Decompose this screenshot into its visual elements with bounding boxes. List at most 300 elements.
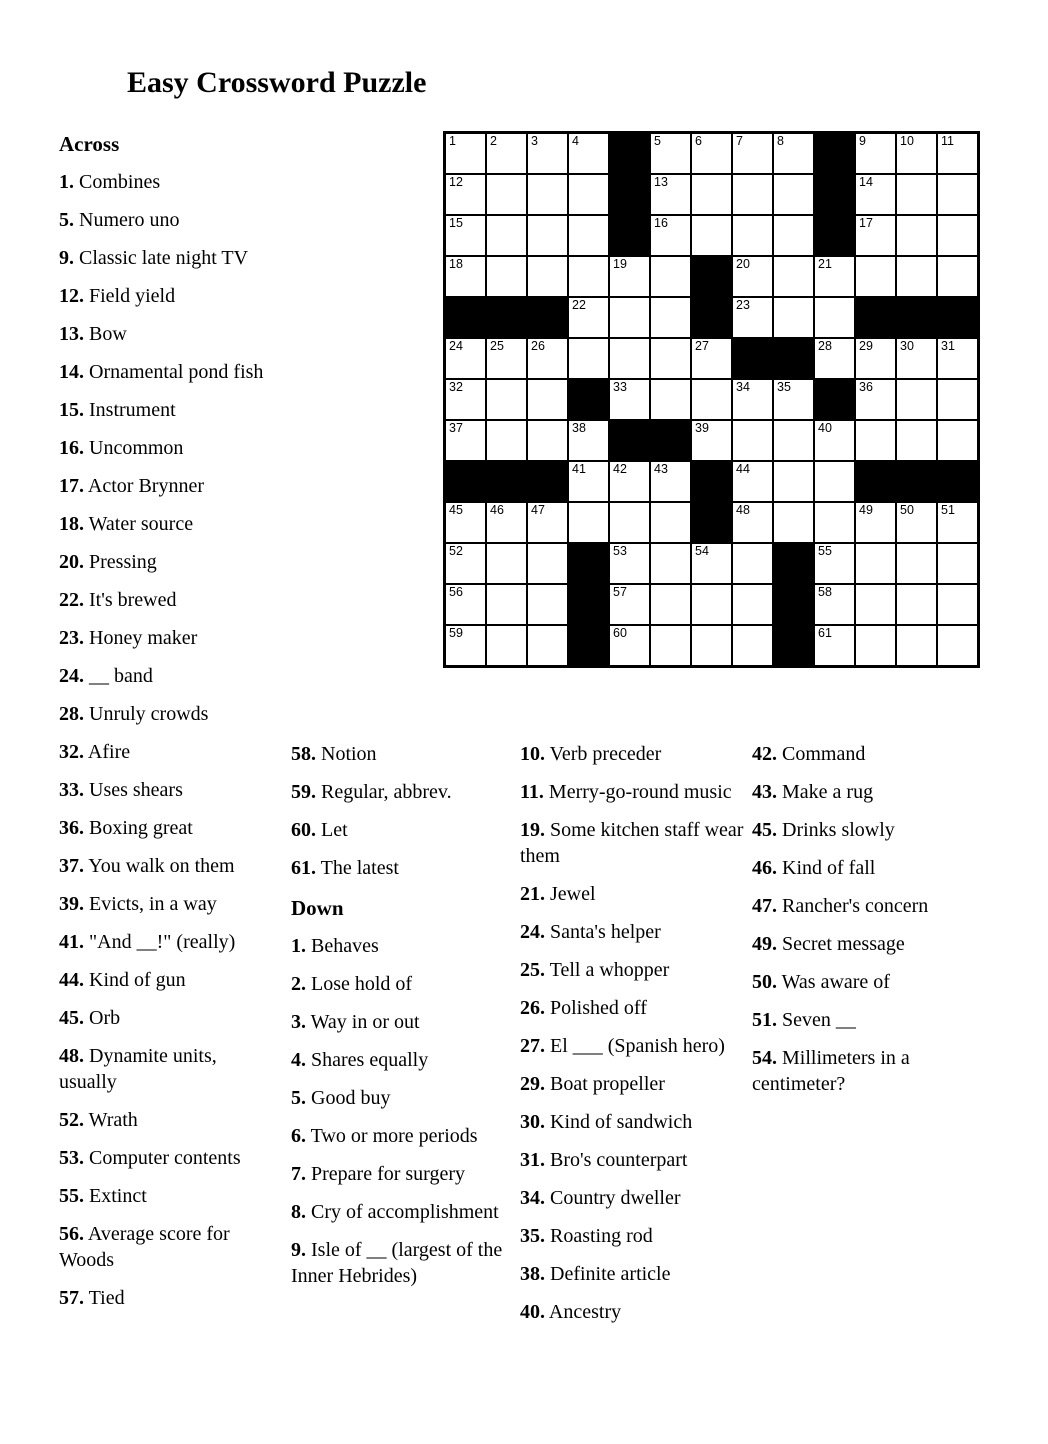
clue-number: 6. [291, 1125, 306, 1147]
grid-cell[interactable] [446, 380, 485, 419]
grid-cell[interactable] [487, 134, 526, 173]
cell-number: 7 [736, 134, 743, 148]
clue-number: 29. [520, 1073, 545, 1095]
grid-cell[interactable] [610, 544, 649, 583]
grid-cell[interactable] [774, 380, 813, 419]
cell-number: 18 [449, 257, 463, 271]
grid-cell-black [856, 462, 895, 501]
grid-cell[interactable] [938, 339, 977, 378]
grid-cell[interactable] [938, 626, 977, 665]
grid-cell[interactable] [610, 257, 649, 296]
grid-cell[interactable] [446, 257, 485, 296]
across-clue-list [59, 169, 277, 1311]
grid-cell[interactable] [692, 544, 731, 583]
crossword-grid [443, 131, 980, 668]
grid-cell[interactable] [733, 626, 772, 665]
grid-cell[interactable] [815, 257, 854, 296]
cell-number: 8 [777, 134, 784, 148]
grid-cell[interactable] [569, 216, 608, 255]
grid-cell[interactable] [610, 380, 649, 419]
grid-cell-black [774, 339, 813, 378]
grid-cell[interactable] [815, 626, 854, 665]
grid-cell[interactable] [774, 175, 813, 214]
clue-item [520, 1299, 746, 1325]
grid-cell[interactable] [610, 339, 649, 378]
clue-item [752, 741, 990, 767]
grid-cell[interactable] [856, 339, 895, 378]
clue-column-down-cont [520, 741, 746, 1337]
clue-text: Behaves [311, 935, 379, 957]
grid-cell[interactable] [487, 544, 526, 583]
clue-column-across-cont-and-down [291, 741, 505, 1301]
grid-cell[interactable] [528, 339, 567, 378]
grid-cell[interactable] [938, 257, 977, 296]
grid-cell[interactable] [651, 134, 690, 173]
clue-text: Combines [79, 171, 161, 193]
grid-cell-black [610, 421, 649, 460]
clue-number: 9. [291, 1239, 306, 1261]
grid-cell[interactable] [938, 216, 977, 255]
clue-text: Definite article [550, 1263, 671, 1285]
clue-number: 10. [520, 743, 545, 765]
clue-item [520, 1109, 746, 1135]
grid-cell[interactable] [938, 585, 977, 624]
clue-text: Isle of __ (largest of the Inner Hebrides) [291, 1239, 503, 1287]
grid-cell[interactable] [569, 462, 608, 501]
cell-number: 38 [572, 421, 586, 435]
grid-cell[interactable] [528, 421, 567, 460]
grid-cell[interactable] [692, 216, 731, 255]
grid-cell[interactable] [815, 462, 854, 501]
clue-text: Kind of gun [89, 969, 186, 991]
clue-item [59, 1145, 277, 1171]
grid-cell[interactable] [569, 175, 608, 214]
cell-number: 54 [695, 544, 709, 558]
clue-number: 49. [752, 933, 777, 955]
clue-item [59, 245, 277, 271]
clue-item [291, 1237, 505, 1289]
grid-cell-black [774, 585, 813, 624]
clue-item [59, 815, 277, 841]
clue-item [59, 739, 277, 765]
grid-cell[interactable] [569, 503, 608, 542]
grid-cell[interactable] [733, 134, 772, 173]
grid-cell[interactable] [856, 503, 895, 542]
down-clue-list [291, 933, 505, 1289]
cell-number: 25 [490, 339, 504, 353]
grid-cell[interactable] [651, 462, 690, 501]
clue-number: 40. [520, 1301, 545, 1323]
clue-item [291, 1199, 505, 1225]
clue-number: 14. [59, 361, 84, 383]
grid-cell[interactable] [528, 175, 567, 214]
down-clue-list-continued [520, 741, 746, 1325]
grid-cell[interactable] [938, 503, 977, 542]
cell-number: 47 [531, 503, 545, 517]
cell-number: 17 [859, 216, 873, 230]
grid-cell[interactable] [692, 585, 731, 624]
grid-cell[interactable] [733, 216, 772, 255]
clue-item [291, 1047, 505, 1073]
clue-item [520, 957, 746, 983]
grid-cell[interactable] [487, 380, 526, 419]
grid-cell[interactable] [897, 380, 936, 419]
grid-cell[interactable] [487, 339, 526, 378]
clue-item [59, 359, 277, 385]
grid-cell[interactable] [692, 421, 731, 460]
grid-cell[interactable] [692, 626, 731, 665]
grid-cell[interactable] [733, 421, 772, 460]
down-heading: Down [291, 896, 344, 920]
grid-cell[interactable] [774, 216, 813, 255]
grid-cell[interactable] [569, 298, 608, 337]
grid-cell[interactable] [446, 585, 485, 624]
clue-number: 57. [59, 1287, 84, 1309]
clue-item [520, 1223, 746, 1249]
clue-text: "And __!" (really) [89, 931, 236, 953]
grid-cell[interactable] [733, 257, 772, 296]
grid-cell[interactable] [938, 380, 977, 419]
grid-cell[interactable] [815, 339, 854, 378]
clue-number: 23. [59, 627, 84, 649]
clue-item [752, 1045, 990, 1097]
clue-number: 25. [520, 959, 545, 981]
clue-item [291, 1161, 505, 1187]
grid-cell[interactable] [446, 421, 485, 460]
grid-cell[interactable] [897, 175, 936, 214]
grid-cell[interactable] [569, 257, 608, 296]
grid-cell[interactable] [651, 626, 690, 665]
cell-number: 40 [818, 421, 832, 435]
grid-cell[interactable] [856, 257, 895, 296]
clue-column-across [59, 131, 277, 1323]
clue-item [59, 777, 277, 803]
grid-cell[interactable] [446, 339, 485, 378]
grid-cell[interactable] [487, 421, 526, 460]
clue-item [752, 931, 990, 957]
grid-cell[interactable] [774, 134, 813, 173]
grid-cell[interactable] [897, 585, 936, 624]
grid-cell[interactable] [856, 134, 895, 173]
clue-item [520, 1033, 746, 1059]
grid-cell[interactable] [897, 544, 936, 583]
grid-cell[interactable] [651, 175, 690, 214]
grid-cell[interactable] [446, 134, 485, 173]
grid-cell[interactable] [856, 380, 895, 419]
clue-item [59, 1043, 277, 1095]
grid-cell[interactable] [651, 544, 690, 583]
grid-cell[interactable] [938, 175, 977, 214]
cell-number: 20 [736, 257, 750, 271]
grid-cell[interactable] [897, 134, 936, 173]
grid-cell-black [897, 298, 936, 337]
grid-cell[interactable] [897, 421, 936, 460]
clue-item [59, 283, 277, 309]
cell-number: 45 [449, 503, 463, 517]
grid-cell[interactable] [733, 503, 772, 542]
grid-cell[interactable] [856, 175, 895, 214]
cell-number: 28 [818, 339, 832, 353]
clue-number: 9. [59, 247, 74, 269]
grid-cell[interactable] [651, 503, 690, 542]
clue-number: 58. [291, 743, 316, 765]
clue-text: Command [782, 743, 866, 765]
clue-text: Let [321, 819, 348, 841]
clue-number: 4. [291, 1049, 306, 1071]
grid-cell[interactable] [610, 462, 649, 501]
cell-number: 39 [695, 421, 709, 435]
grid-cell[interactable] [446, 544, 485, 583]
grid-cell[interactable] [610, 626, 649, 665]
clue-text: The latest [320, 857, 399, 879]
grid-cell[interactable] [733, 544, 772, 583]
grid-cell[interactable] [651, 339, 690, 378]
clue-text: Numero uno [79, 209, 180, 231]
grid-cell[interactable] [446, 216, 485, 255]
grid-cell[interactable] [446, 175, 485, 214]
clue-number: 24. [520, 921, 545, 943]
cell-number: 49 [859, 503, 873, 517]
cell-number: 58 [818, 585, 832, 599]
grid-cell-black [569, 380, 608, 419]
clue-item [59, 1221, 277, 1273]
grid-cell-black [651, 421, 690, 460]
grid-cell[interactable] [528, 544, 567, 583]
grid-cell[interactable] [651, 257, 690, 296]
clue-text: Cry of accomplishment [311, 1201, 499, 1223]
grid-cell[interactable] [897, 339, 936, 378]
clue-text: Extinct [89, 1185, 147, 1207]
grid-cell[interactable] [897, 626, 936, 665]
clue-item [59, 1107, 277, 1133]
cell-number: 29 [859, 339, 873, 353]
clue-item [59, 1183, 277, 1209]
cell-number: 33 [613, 380, 627, 394]
grid-cell[interactable] [815, 503, 854, 542]
clue-item [520, 881, 746, 907]
grid-cell[interactable] [446, 503, 485, 542]
clue-text: Evicts, in a way [89, 893, 217, 915]
grid-cell[interactable] [487, 626, 526, 665]
grid-cell[interactable] [651, 380, 690, 419]
grid-cell[interactable] [938, 421, 977, 460]
clue-item [291, 1123, 505, 1149]
cell-number: 3 [531, 134, 538, 148]
grid-cell[interactable] [815, 585, 854, 624]
clue-text: Pressing [89, 551, 157, 573]
clue-number: 37. [59, 855, 84, 877]
clue-number: 3. [291, 1011, 306, 1033]
clue-text: Honey maker [89, 627, 198, 649]
clue-text: Santa's helper [550, 921, 661, 943]
grid-cell[interactable] [528, 134, 567, 173]
grid-cell-black [774, 626, 813, 665]
clue-text: Tell a whopper [549, 959, 670, 981]
grid-cell[interactable] [651, 216, 690, 255]
grid-cell[interactable] [610, 298, 649, 337]
grid-cell-black [487, 298, 526, 337]
grid-cell[interactable] [692, 380, 731, 419]
clue-number: 51. [752, 1009, 777, 1031]
clue-number: 5. [59, 209, 74, 231]
clue-number: 5. [291, 1087, 306, 1109]
clue-text: El ___ (Spanish hero) [550, 1035, 725, 1057]
grid-cell[interactable] [856, 585, 895, 624]
clue-number: 12. [59, 285, 84, 307]
grid-cell-black [569, 544, 608, 583]
grid-cell[interactable] [815, 544, 854, 583]
clue-number: 56. [59, 1223, 84, 1245]
grid-cell[interactable] [692, 134, 731, 173]
grid-cell[interactable] [815, 298, 854, 337]
clue-text: Country dweller [550, 1187, 681, 1209]
grid-cell[interactable] [774, 257, 813, 296]
grid-cell[interactable] [487, 175, 526, 214]
grid-cell[interactable] [897, 216, 936, 255]
cell-number: 1 [449, 134, 456, 148]
grid-cell[interactable] [774, 421, 813, 460]
clue-text: Water source [88, 513, 194, 535]
grid-cell[interactable] [938, 544, 977, 583]
clue-text: Uses shears [89, 779, 183, 801]
grid-cell[interactable] [856, 421, 895, 460]
clue-text: Bow [89, 323, 127, 345]
clue-item [291, 1085, 505, 1111]
grid-cell-black [487, 462, 526, 501]
grid-cell[interactable] [569, 339, 608, 378]
grid-cell[interactable] [897, 257, 936, 296]
grid-cell[interactable] [692, 175, 731, 214]
grid-cell[interactable] [487, 257, 526, 296]
clue-text: Make a rug [782, 781, 874, 803]
grid-cell[interactable] [733, 380, 772, 419]
cell-number: 52 [449, 544, 463, 558]
clue-text: Lose hold of [311, 973, 413, 995]
clue-item [291, 817, 505, 843]
cell-number: 35 [777, 380, 791, 394]
clue-number: 45. [752, 819, 777, 841]
grid-cell[interactable] [528, 626, 567, 665]
grid-cell[interactable] [692, 339, 731, 378]
grid-cell[interactable] [610, 585, 649, 624]
clue-number: 11. [520, 781, 544, 803]
grid-cell[interactable] [733, 462, 772, 501]
grid-cell[interactable] [528, 257, 567, 296]
clue-number: 59. [291, 781, 316, 803]
clue-item [59, 929, 277, 955]
clue-text: Average score for Woods [59, 1223, 230, 1271]
clue-text: Ancestry [548, 1301, 622, 1323]
grid-cell[interactable] [528, 380, 567, 419]
clue-number: 21. [520, 883, 545, 905]
cell-number: 34 [736, 380, 750, 394]
grid-cell[interactable] [856, 626, 895, 665]
grid-cell[interactable] [774, 462, 813, 501]
grid-cell[interactable] [569, 134, 608, 173]
grid-cell[interactable] [528, 216, 567, 255]
grid-cell-black [692, 462, 731, 501]
clue-text: Field yield [89, 285, 176, 307]
clue-text: Instrument [89, 399, 176, 421]
grid-cell[interactable] [487, 585, 526, 624]
clue-item [59, 169, 277, 195]
grid-cell[interactable] [733, 585, 772, 624]
clue-number: 38. [520, 1263, 545, 1285]
grid-cell[interactable] [569, 421, 608, 460]
clue-number: 50. [752, 971, 777, 993]
clue-item [520, 1261, 746, 1287]
clue-item [752, 855, 990, 881]
grid-cell[interactable] [733, 175, 772, 214]
grid-cell-black [569, 585, 608, 624]
clue-text: Wrath [88, 1109, 138, 1131]
clue-number: 43. [752, 781, 777, 803]
clue-column-down-cont-2 [752, 741, 990, 1109]
clue-number: 54. [752, 1047, 777, 1069]
grid-cell-black [610, 216, 649, 255]
clue-number: 28. [59, 703, 84, 725]
clue-number: 1. [291, 935, 306, 957]
cell-number: 42 [613, 462, 627, 476]
grid-cell[interactable] [610, 503, 649, 542]
cell-number: 32 [449, 380, 463, 394]
cell-number: 5 [654, 134, 661, 148]
grid-cell[interactable] [856, 544, 895, 583]
cell-number: 26 [531, 339, 545, 353]
grid-cell[interactable] [815, 421, 854, 460]
across-clue-list-continued [291, 741, 505, 881]
grid-cell[interactable] [856, 216, 895, 255]
clue-item [59, 1285, 277, 1311]
cell-number: 36 [859, 380, 873, 394]
clue-text: Orb [89, 1007, 121, 1029]
grid-cell-black [692, 298, 731, 337]
page-title: Easy Crossword Puzzle [127, 66, 427, 99]
grid-cell[interactable] [897, 503, 936, 542]
grid-cell-black [815, 134, 854, 173]
grid-cell[interactable] [774, 298, 813, 337]
grid-cell[interactable] [733, 298, 772, 337]
clue-number: 24. [59, 665, 84, 687]
clue-number: 2. [291, 973, 306, 995]
grid-cell[interactable] [528, 585, 567, 624]
grid-cell[interactable] [446, 626, 485, 665]
clue-text: Ornamental pond fish [89, 361, 264, 383]
clue-item [59, 587, 277, 613]
clue-item [59, 625, 277, 651]
clue-number: 20. [59, 551, 84, 573]
grid-cell[interactable] [774, 503, 813, 542]
grid-cell[interactable] [487, 503, 526, 542]
grid-cell[interactable] [938, 134, 977, 173]
grid-cell[interactable] [651, 298, 690, 337]
clue-number: 17. [59, 475, 84, 497]
clue-number: 44. [59, 969, 84, 991]
clue-number: 16. [59, 437, 84, 459]
clue-item [59, 397, 277, 423]
clue-text: Some kitchen staff wear them [520, 819, 744, 867]
clue-number: 42. [752, 743, 777, 765]
across-heading: Across [59, 132, 120, 156]
grid-cell[interactable] [528, 503, 567, 542]
cell-number: 60 [613, 626, 627, 640]
clue-number: 22. [59, 589, 84, 611]
down-clue-list-continued-2 [752, 741, 990, 1097]
cell-number: 9 [859, 134, 866, 148]
grid-cell[interactable] [487, 216, 526, 255]
cell-number: 30 [900, 339, 914, 353]
grid-cell[interactable] [651, 585, 690, 624]
